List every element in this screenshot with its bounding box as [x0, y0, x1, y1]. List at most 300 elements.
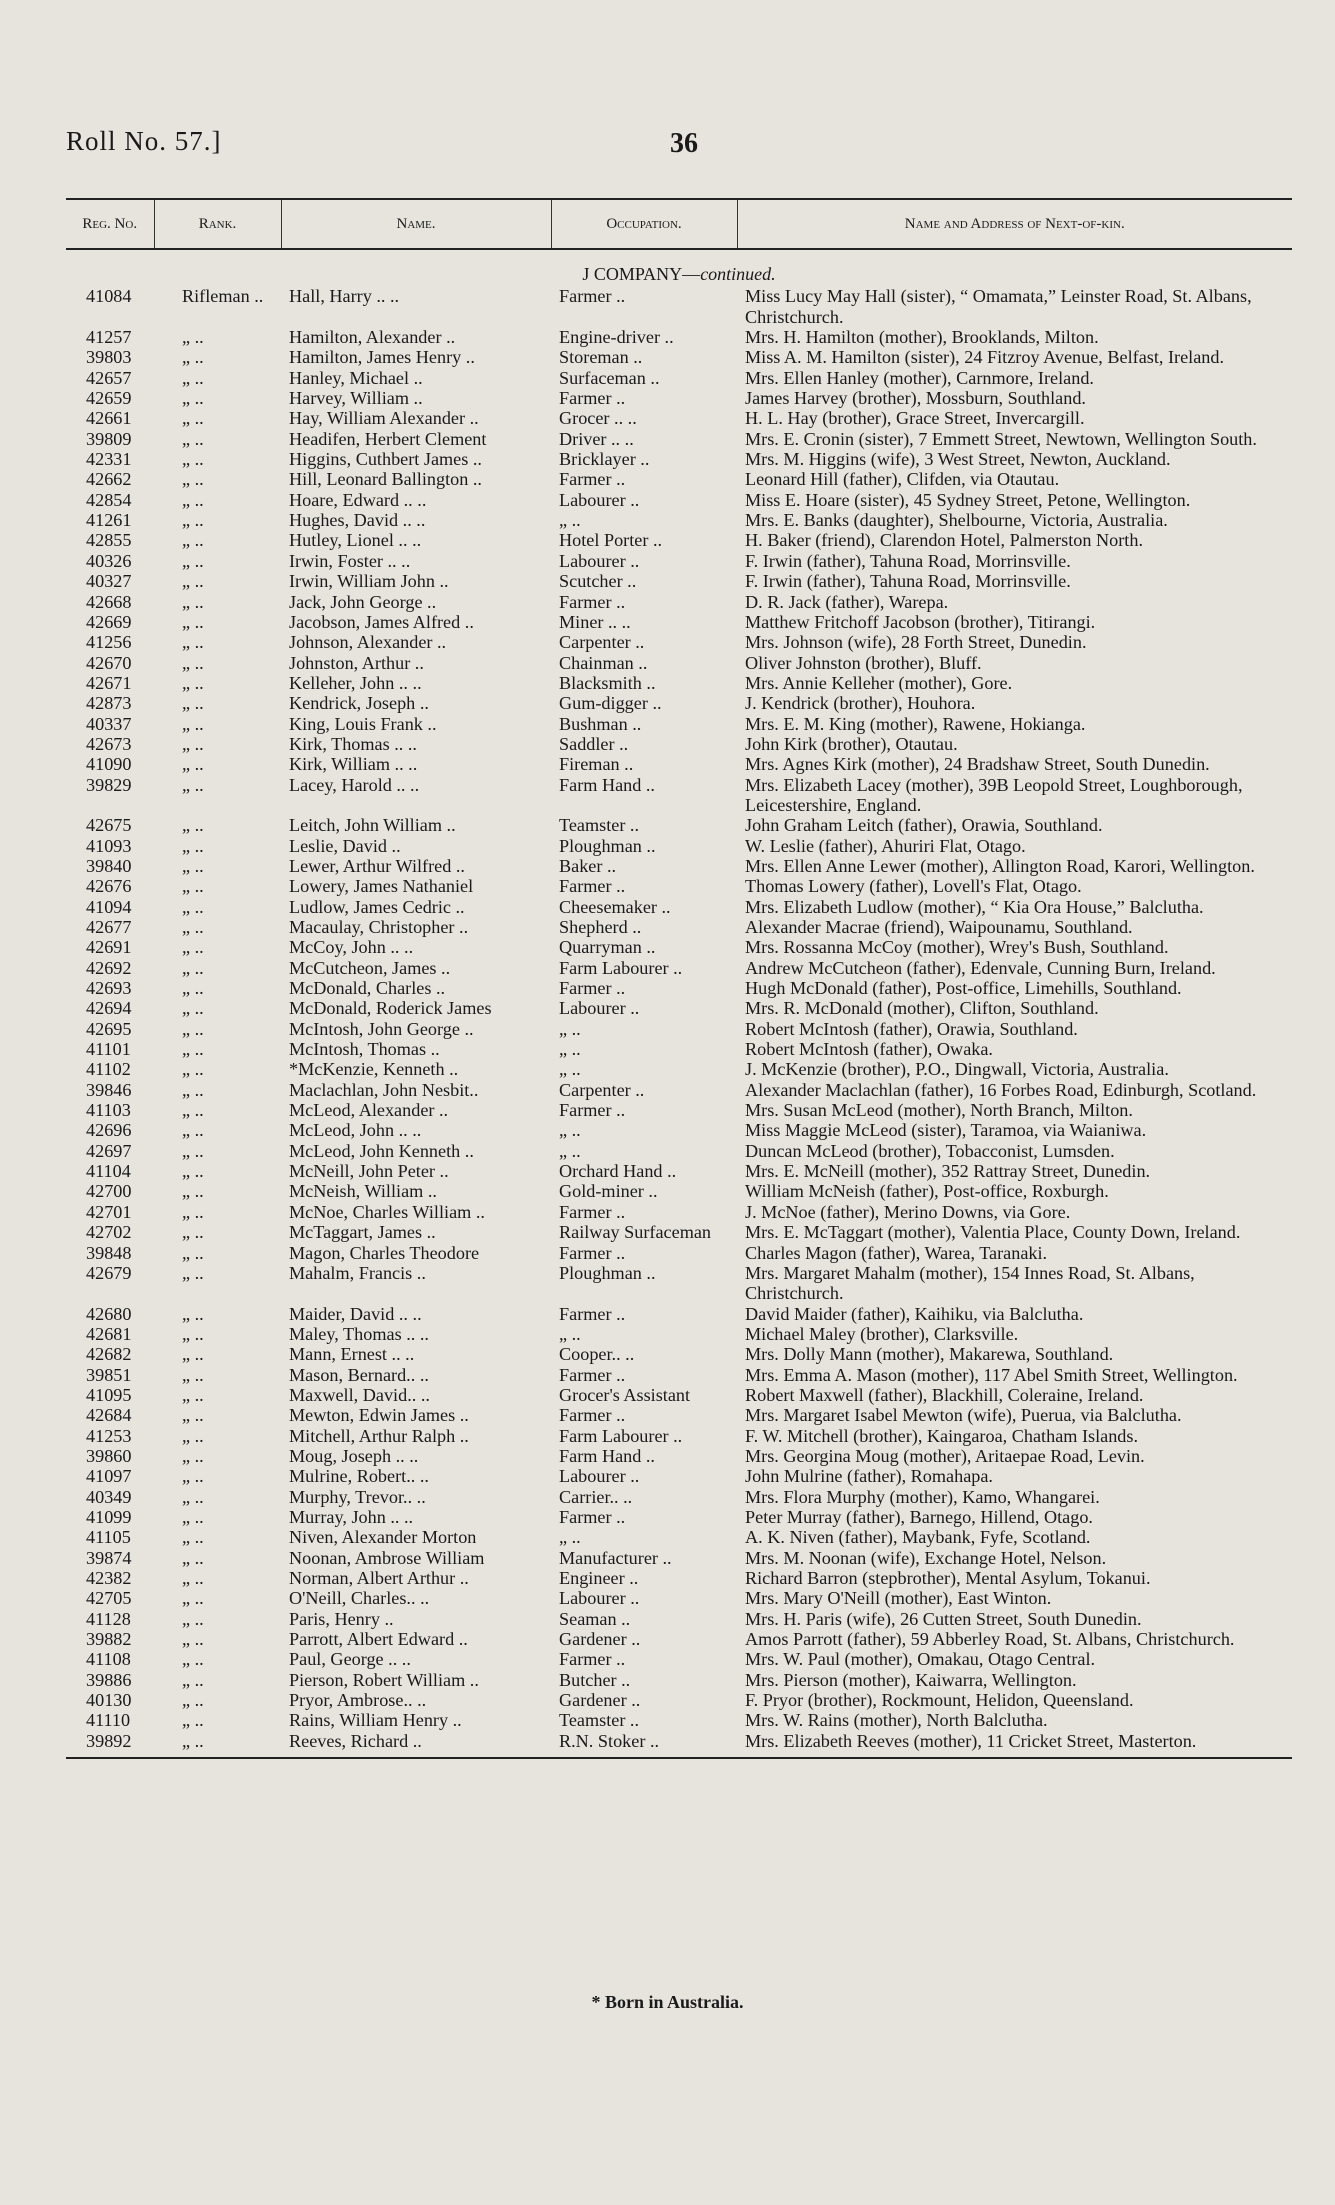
- next-of-kin: Mrs. Susan McLeod (mother), North Branch, Milton.: [745, 1100, 1133, 1121]
- rank: „ ..: [182, 1690, 204, 1711]
- reg-number: 42691: [86, 937, 132, 958]
- table-row: [66, 876, 1292, 896]
- col-header-reg: Reg. No.: [66, 199, 154, 249]
- occupation: Engine-driver ..: [559, 327, 674, 348]
- occupation: Manufacturer ..: [559, 1547, 672, 1568]
- table-row: [66, 958, 1292, 978]
- next-of-kin: Mrs. R. McDonald (mother), Clifton, Southland.: [745, 998, 1099, 1019]
- soldier-name: Harvey, William ..: [289, 388, 423, 409]
- next-of-kin: F. Pryor (brother), Rockmount, Helidon, Queensland.: [745, 1690, 1134, 1711]
- occupation: Gold-miner ..: [559, 1181, 658, 1202]
- table-row: [66, 978, 1292, 998]
- table-row: [66, 1243, 1292, 1263]
- rank: „ ..: [182, 835, 204, 856]
- rank: „ ..: [182, 1039, 204, 1060]
- reg-number: 42873: [86, 693, 132, 714]
- next-of-kin: Mrs. Ellen Anne Lewer (mother), Allington Road, Karori, Wellington.: [745, 855, 1255, 876]
- next-of-kin: D. R. Jack (father), Warepa.: [745, 591, 949, 612]
- next-of-kin: Oliver Johnston (brother), Bluff.: [745, 652, 982, 673]
- occupation: Farmer ..: [559, 876, 626, 897]
- soldier-name: Johnston, Arthur ..: [289, 652, 424, 673]
- soldier-name: Paris, Henry ..: [289, 1608, 394, 1629]
- reg-number: 39874: [86, 1547, 132, 1568]
- table-row: [66, 368, 1292, 388]
- occupation: „ ..: [559, 1527, 581, 1548]
- table-header-row: [66, 199, 1292, 249]
- next-of-kin: A. K. Niven (father), Maybank, Fyfe, Scotland.: [745, 1527, 1091, 1548]
- soldier-name: Mitchell, Arthur Ralph ..: [289, 1425, 469, 1446]
- next-of-kin: J. McKenzie (brother), P.O., Dingwall, Victoria, Australia.: [745, 1059, 1169, 1080]
- next-of-kin: F. Irwin (father), Tahuna Road, Morrinsville.: [745, 571, 1071, 592]
- reg-number: 42679: [86, 1262, 132, 1283]
- next-of-kin: Miss Lucy May Hall (sister), “ Omamata,” Leinster Road, St. Albans, Christchurch.: [745, 286, 1252, 327]
- soldier-name: Mahalm, Francis ..: [289, 1262, 426, 1283]
- reg-number: 42684: [86, 1405, 132, 1426]
- next-of-kin: James Harvey (brother), Mossburn, Southland.: [745, 388, 1086, 409]
- rank: „ ..: [182, 1669, 204, 1690]
- occupation: Labourer ..: [559, 1588, 640, 1609]
- table-row: [66, 347, 1292, 367]
- rank: „ ..: [182, 510, 204, 531]
- table-row: [66, 1324, 1292, 1344]
- rank: „ ..: [182, 937, 204, 958]
- soldier-name: Maley, Thomas .. ..: [289, 1323, 429, 1344]
- next-of-kin: Mrs. Annie Kelleher (mother), Gore.: [745, 672, 1013, 693]
- rank: „ ..: [182, 1059, 204, 1080]
- table-row: [66, 1161, 1292, 1181]
- table-row: [66, 815, 1292, 835]
- table-row: [66, 1629, 1292, 1649]
- table-row: [66, 734, 1292, 754]
- soldier-name: Reeves, Richard ..: [281, 1731, 551, 1758]
- table-row: [66, 1263, 1292, 1304]
- reg-number: 40326: [86, 550, 132, 571]
- occupation: „ ..: [559, 1018, 581, 1039]
- table-row: [66, 1181, 1292, 1201]
- next-of-kin: Mrs. Margaret Isabel Mewton (wife), Puerua, via Balclutha.: [745, 1405, 1182, 1426]
- rank: „ ..: [182, 1384, 204, 1405]
- occupation: Labourer ..: [559, 998, 640, 1019]
- next-of-kin: Michael Maley (brother), Clarksville.: [745, 1323, 1019, 1344]
- next-of-kin: Mrs. Johnson (wife), 28 Forth Street, Dunedin.: [745, 632, 1087, 653]
- next-of-kin: Miss Maggie McLeod (sister), Taramoa, via Waianiwa.: [745, 1120, 1147, 1141]
- soldier-name: Lacey, Harold .. ..: [289, 774, 420, 795]
- occupation: R.N. Stoker ..: [551, 1731, 737, 1758]
- reg-number: 39809: [86, 428, 132, 449]
- table-row: [66, 1080, 1292, 1100]
- rank: „ ..: [182, 917, 204, 937]
- rank: „ ..: [182, 469, 204, 490]
- soldier-name: Hill, Leonard Ballington ..: [289, 469, 482, 490]
- table-row: [66, 1202, 1292, 1222]
- table-row: [66, 1548, 1292, 1568]
- next-of-kin: Mrs. M. Noonan (wife), Exchange Hotel, Nelson.: [745, 1547, 1107, 1568]
- occupation: Farmer ..: [559, 469, 626, 490]
- rank: „ ..: [182, 1710, 204, 1731]
- next-of-kin: Mrs. Flora Murphy (mother), Kamo, Whangarei.: [745, 1486, 1100, 1507]
- table-row: [66, 388, 1292, 408]
- occupation: Baker ..: [559, 855, 617, 876]
- occupation: „ ..: [559, 1140, 581, 1161]
- rank: „ ..: [182, 1588, 204, 1609]
- occupation: Labourer ..: [559, 550, 640, 571]
- soldier-name: Jack, John George ..: [289, 591, 437, 612]
- soldier-name: McTaggart, James ..: [289, 1222, 436, 1243]
- soldier-name: Murray, John .. ..: [289, 1506, 414, 1527]
- soldier-name: McNeish, William ..: [289, 1181, 437, 1202]
- rank: „ ..: [182, 1527, 204, 1548]
- rank: „ ..: [182, 1201, 204, 1222]
- rank: „ ..: [182, 1181, 204, 1202]
- table-row: [66, 592, 1292, 612]
- reg-number: 42692: [86, 957, 132, 978]
- occupation: Carpenter ..: [559, 1079, 645, 1100]
- next-of-kin: F. Irwin (father), Tahuna Road, Morrinsville.: [745, 550, 1071, 571]
- occupation: Blacksmith ..: [559, 672, 656, 693]
- next-of-kin: John Graham Leitch (father), Orawia, Southland.: [745, 815, 1103, 836]
- occupation: Chainman ..: [559, 652, 648, 673]
- soldier-name: Murphy, Trevor.. ..: [289, 1486, 426, 1507]
- table-row: [66, 551, 1292, 571]
- next-of-kin: Mrs. Elizabeth Ludlow (mother), “ Kia Ora House,” Balclutha.: [745, 896, 1204, 917]
- reg-number: 42854: [86, 489, 132, 510]
- nominal-roll-table: [66, 198, 1292, 1759]
- reg-number: 41261: [86, 510, 132, 531]
- rank: „ ..: [182, 652, 204, 673]
- soldier-name: Jacobson, James Alfred ..: [289, 611, 474, 632]
- occupation: Shepherd ..: [559, 917, 642, 937]
- table-row: [66, 1588, 1292, 1608]
- reg-number: 42661: [86, 408, 132, 429]
- reg-number: 41257: [86, 327, 132, 348]
- occupation: Driver .. ..: [559, 428, 634, 449]
- reg-number: 42702: [86, 1222, 132, 1243]
- table-row: [66, 1609, 1292, 1629]
- soldier-name: Kelleher, John .. ..: [289, 672, 422, 693]
- table-row: [66, 1507, 1292, 1527]
- table-row: [66, 408, 1292, 428]
- reg-number: 41256: [86, 632, 132, 653]
- soldier-name: Hutley, Lionel .. ..: [289, 530, 422, 551]
- reg-number: 42696: [86, 1120, 132, 1141]
- occupation: „ ..: [559, 1323, 581, 1344]
- table-row: [66, 612, 1292, 632]
- occupation: Farm Hand ..: [559, 1445, 655, 1466]
- occupation: Grocer's Assistant: [559, 1384, 691, 1405]
- occupation: Labourer ..: [559, 1466, 640, 1487]
- table-row: [66, 775, 1292, 816]
- soldier-name: Mewton, Edwin James ..: [289, 1405, 469, 1426]
- next-of-kin: Robert McIntosh (father), Owaka.: [745, 1039, 993, 1060]
- rank: „ ..: [182, 571, 204, 592]
- soldier-name: Lewer, Arthur Wilfred ..: [289, 855, 465, 876]
- col-header-occupation: Occupation.: [551, 199, 737, 249]
- soldier-name: Irwin, William John ..: [289, 571, 449, 592]
- reg-number: 42675: [86, 815, 132, 836]
- reg-number: 41102: [86, 1059, 131, 1080]
- table-row: [66, 714, 1292, 734]
- rank: „ ..: [182, 1608, 204, 1629]
- soldier-name: O'Neill, Charles.. ..: [289, 1588, 430, 1609]
- reg-number: 41099: [86, 1506, 132, 1527]
- next-of-kin: J. Kendrick (brother), Houhora.: [745, 693, 976, 714]
- soldier-name: Headifen, Herbert Clement: [289, 428, 487, 449]
- rank: „ ..: [182, 774, 204, 795]
- next-of-kin: Mrs. Elizabeth Lacey (mother), 39B Leopold Street, Loughborough, Leicestershire, England.: [745, 774, 1243, 815]
- next-of-kin: Matthew Fritchoff Jacobson (brother), Titirangi.: [745, 611, 1096, 632]
- occupation: Farmer ..: [559, 388, 626, 409]
- reg-number: 41094: [86, 896, 132, 917]
- occupation: Farmer ..: [559, 591, 626, 612]
- reg-number: 39892: [66, 1731, 154, 1758]
- rank: „ ..: [182, 327, 204, 348]
- reg-number: 41103: [86, 1100, 131, 1121]
- soldier-name: Rains, William Henry ..: [289, 1710, 462, 1731]
- next-of-kin: Mrs. Dolly Mann (mother), Makarewa, Southland.: [745, 1344, 1114, 1365]
- rank: „ ..: [182, 1547, 204, 1568]
- table-row: [66, 1568, 1292, 1588]
- rank: „ ..: [182, 957, 204, 978]
- next-of-kin: Mrs. E. M. King (mother), Rawene, Hokianga.: [745, 713, 1086, 734]
- table-row: [66, 1365, 1292, 1385]
- rank: „ ..: [182, 408, 204, 429]
- rank: „ ..: [182, 1303, 204, 1324]
- soldier-name: Hamilton, Alexander ..: [289, 327, 456, 348]
- rank: „ ..: [182, 1405, 204, 1426]
- occupation: Teamster ..: [559, 815, 640, 836]
- soldier-name: Pierson, Robert William ..: [289, 1669, 479, 1690]
- occupation: Hotel Porter ..: [559, 530, 663, 551]
- soldier-name: McNoe, Charles William ..: [289, 1201, 485, 1222]
- reg-number: 42670: [86, 652, 132, 673]
- rank: „ ..: [182, 672, 204, 693]
- rank: „ ..: [182, 1649, 204, 1670]
- table-row: [66, 856, 1292, 876]
- next-of-kin: William McNeish (father), Post-office, Roxburgh.: [745, 1181, 1109, 1202]
- occupation: Farm Hand ..: [559, 774, 655, 795]
- soldier-name: Ludlow, James Cedric ..: [289, 896, 465, 917]
- rank: „ ..: [182, 489, 204, 510]
- rank: „ ..: [182, 1018, 204, 1039]
- occupation: Engineer ..: [559, 1568, 639, 1588]
- next-of-kin: Mrs. H. Paris (wife), 26 Cutten Street, South Dunedin.: [745, 1608, 1142, 1629]
- reg-number: 40327: [86, 571, 132, 592]
- soldier-name: Noonan, Ambrose William: [289, 1547, 485, 1568]
- rank: „ ..: [182, 1568, 204, 1588]
- rank: „ ..: [182, 978, 204, 999]
- page-number: 36: [670, 128, 698, 159]
- reg-number: 39882: [86, 1629, 132, 1650]
- occupation: Saddler ..: [559, 733, 629, 754]
- soldier-name: McLeod, John Kenneth ..: [289, 1140, 474, 1161]
- reg-number: 41090: [86, 754, 132, 775]
- reg-number: 42668: [86, 591, 132, 612]
- company-name: J COMPANY—: [582, 264, 701, 284]
- table-row: [66, 1039, 1292, 1059]
- soldier-name: McDonald, Charles ..: [289, 978, 446, 999]
- next-of-kin: Alexander Maclachlan (father), 16 Forbes Road, Edinburgh, Scotland.: [745, 1079, 1257, 1100]
- soldier-name: Hay, William Alexander ..: [289, 408, 479, 429]
- rank: „ ..: [182, 693, 204, 714]
- next-of-kin: J. McNoe (father), Merino Downs, via Gore.: [745, 1201, 1071, 1222]
- occupation: Carpenter ..: [559, 632, 645, 653]
- reg-number: 41097: [86, 1466, 132, 1487]
- occupation: Ploughman ..: [559, 835, 656, 856]
- rank: „ ..: [182, 713, 204, 734]
- section-heading-row: [66, 249, 1292, 286]
- occupation: Farmer ..: [559, 1364, 626, 1385]
- table-row: [66, 1466, 1292, 1486]
- occupation: Miner .. ..: [559, 611, 631, 632]
- reg-number: 41093: [86, 835, 132, 856]
- next-of-kin: Mrs. Mary O'Neill (mother), East Winton.: [745, 1588, 1052, 1609]
- soldier-name: Maider, David .. ..: [289, 1303, 422, 1324]
- occupation: Farmer ..: [559, 1303, 626, 1324]
- next-of-kin: W. Leslie (father), Ahuriri Flat, Otago.: [745, 835, 1026, 856]
- soldier-name: Mulrine, Robert.. ..: [289, 1466, 429, 1487]
- reg-number: 42701: [86, 1201, 132, 1222]
- rank: „ ..: [182, 1344, 204, 1365]
- occupation: Gum-digger ..: [559, 693, 662, 714]
- soldier-name: Hoare, Edward .. ..: [289, 489, 427, 510]
- soldier-name: Lowery, James Nathaniel: [289, 876, 474, 897]
- reg-number: 39886: [86, 1669, 132, 1690]
- table-row: [66, 1731, 1292, 1758]
- soldier-name: Parrott, Albert Edward ..: [289, 1629, 468, 1650]
- reg-number: 42682: [86, 1344, 132, 1365]
- reg-number: 41110: [86, 1710, 131, 1731]
- reg-number: 42697: [86, 1140, 132, 1161]
- rank: „ ..: [182, 1079, 204, 1100]
- occupation: Farmer ..: [559, 1649, 626, 1670]
- rank: „ ..: [182, 1425, 204, 1446]
- soldier-name: McLeod, Alexander ..: [289, 1100, 449, 1121]
- next-of-kin: Mrs. H. Hamilton (mother), Brooklands, Milton.: [745, 327, 1099, 348]
- occupation: Farm Labourer ..: [559, 957, 683, 978]
- occupation: Storeman ..: [559, 347, 643, 368]
- soldier-name: McLeod, John .. ..: [289, 1120, 422, 1141]
- occupation: „ ..: [559, 1059, 581, 1080]
- soldier-name: Moug, Joseph .. ..: [289, 1445, 419, 1466]
- reg-number: 42659: [86, 388, 132, 409]
- occupation: Farmer ..: [559, 978, 626, 999]
- next-of-kin: F. W. Mitchell (brother), Kaingaroa, Chatham Islands.: [745, 1425, 1139, 1446]
- reg-number: 42700: [86, 1181, 132, 1202]
- reg-number: 41101: [86, 1039, 131, 1060]
- next-of-kin: Thomas Lowery (father), Lovell's Flat, Otago.: [745, 876, 1082, 897]
- reg-number: 42676: [86, 876, 132, 897]
- soldier-name: Pryor, Ambrose.. ..: [289, 1690, 427, 1711]
- table-row: [66, 1385, 1292, 1405]
- next-of-kin: Robert Maxwell (father), Blackhill, Coleraine, Ireland.: [745, 1384, 1144, 1405]
- rank: „ ..: [182, 1445, 204, 1466]
- soldier-name: Hamilton, James Henry ..: [289, 347, 475, 368]
- reg-number: 39803: [86, 347, 132, 368]
- table-row: [66, 571, 1292, 591]
- rank: „ ..: [182, 591, 204, 612]
- reg-number: 42695: [86, 1018, 132, 1039]
- soldier-name: Hall, Harry .. ..: [289, 286, 400, 307]
- reg-number: 42680: [86, 1303, 132, 1324]
- col-header-next-of-kin: Name and Address of Next-of-kin.: [737, 199, 1292, 249]
- table-row: [66, 1019, 1292, 1039]
- occupation: Surfaceman ..: [559, 367, 660, 388]
- rank: „ ..: [182, 1364, 204, 1385]
- table-row: [66, 673, 1292, 693]
- rank: „ ..: [182, 1629, 204, 1650]
- col-header-name: Name.: [281, 199, 551, 249]
- rank: „ ..: [182, 1323, 204, 1344]
- next-of-kin: Mrs. Elizabeth Reeves (mother), 11 Cricket Street, Masterton.: [737, 1731, 1292, 1758]
- table-row: [66, 937, 1292, 957]
- rank: „ ..: [182, 347, 204, 368]
- table-row: [66, 1426, 1292, 1446]
- occupation: Bushman ..: [559, 713, 642, 734]
- reg-number: 42331: [86, 449, 132, 470]
- soldier-name: Hughes, David .. ..: [289, 510, 426, 531]
- reg-number: 41108: [86, 1649, 131, 1670]
- reg-number: 40349: [86, 1486, 132, 1507]
- table-row: [66, 1527, 1292, 1547]
- reg-number: 42677: [86, 917, 132, 937]
- occupation: Seaman ..: [559, 1608, 631, 1629]
- next-of-kin: Robert McIntosh (father), Orawia, Southland.: [745, 1018, 1078, 1039]
- occupation: Farmer ..: [559, 286, 626, 307]
- reg-number: 41084: [86, 286, 132, 307]
- section-heading: [66, 249, 1292, 286]
- rank: „ ..: [182, 388, 204, 409]
- table-row: [66, 510, 1292, 530]
- occupation: „ ..: [559, 510, 581, 531]
- rank: „ ..: [182, 733, 204, 754]
- occupation: „ ..: [559, 1120, 581, 1141]
- table-row: [66, 1405, 1292, 1425]
- occupation: Teamster ..: [559, 1710, 640, 1731]
- rank: „ ..: [182, 367, 204, 388]
- next-of-kin: Duncan McLeod (brother), Tobacconist, Lumsden.: [745, 1140, 1115, 1161]
- company-continued: continued.: [700, 264, 776, 284]
- rank: „ ..: [182, 1262, 204, 1283]
- occupation: Butcher ..: [559, 1669, 631, 1690]
- footnote: * Born in Australia.: [591, 1992, 744, 2012]
- reg-number: 42673: [86, 733, 132, 754]
- reg-number: 41128: [86, 1608, 131, 1629]
- occupation: Farmer ..: [559, 1201, 626, 1222]
- table-row: [66, 1100, 1292, 1120]
- table-row: [66, 1649, 1292, 1669]
- next-of-kin: Leonard Hill (father), Clifden, via Otautau.: [745, 469, 1060, 490]
- roll-number: Roll No. 57.]: [66, 126, 222, 156]
- soldier-name: Macaulay, Christopher ..: [289, 917, 469, 937]
- rank: „ ..: [182, 611, 204, 632]
- rank: „ ..: [182, 815, 204, 836]
- occupation: Ploughman ..: [559, 1262, 656, 1283]
- reg-number: 42382: [86, 1568, 132, 1588]
- soldier-name: Hanley, Michael ..: [289, 367, 423, 388]
- soldier-name: Leitch, John William ..: [289, 815, 456, 836]
- soldier-name: Maxwell, David.. ..: [289, 1384, 430, 1405]
- soldier-name: King, Louis Frank ..: [289, 713, 437, 734]
- next-of-kin: Mrs. E. Banks (daughter), Shelbourne, Victoria, Australia.: [745, 510, 1168, 531]
- next-of-kin: Hugh McDonald (father), Post-office, Limehills, Southland.: [745, 978, 1182, 999]
- occupation: Cooper.. ..: [559, 1344, 635, 1365]
- table-row: [66, 449, 1292, 469]
- soldier-name: McIntosh, Thomas ..: [289, 1039, 440, 1060]
- occupation: Railway Surfaceman: [559, 1222, 712, 1243]
- table-row: [66, 998, 1292, 1018]
- table-row: [66, 1141, 1292, 1161]
- rank: „ ..: [182, 1161, 204, 1182]
